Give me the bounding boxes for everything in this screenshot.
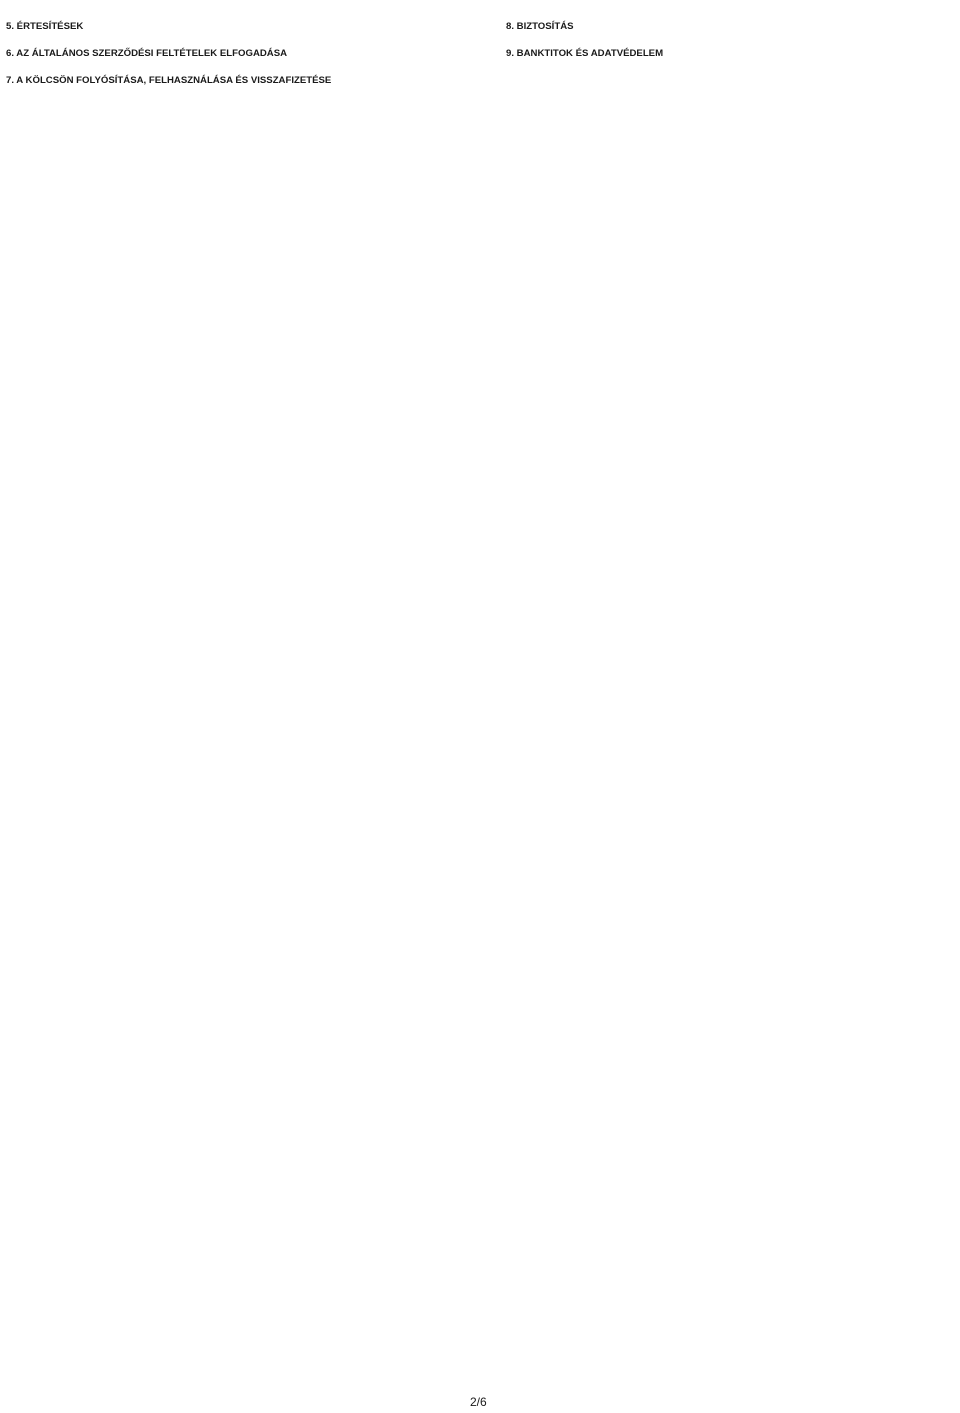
section — [506, 20, 951, 33]
section — [6, 20, 451, 33]
section-heading: 8. BIZTOSÍTÁS — [506, 21, 574, 32]
left-column — [6, 6, 451, 90]
section — [6, 74, 451, 87]
section — [6, 47, 451, 60]
section — [506, 47, 951, 60]
page-number: 2/6 — [470, 1395, 487, 1409]
section-heading: 6. AZ ÁLTALÁNOS SZERZŐDÉSI FELTÉTELEK ELFOGADÁSA — [6, 48, 288, 60]
section-heading: 5. ÉRTESÍTÉSEK — [6, 21, 84, 32]
section-heading: 7. A KÖLCSÖN FOLYÓSÍTÁSA, FELHASZNÁLÁSA ÉS VISSZAFIZETÉSE — [6, 75, 332, 87]
section-heading: 9. BANKTITOK ÉS ADATVÉDELEM — [506, 48, 664, 60]
right-column — [506, 6, 951, 63]
